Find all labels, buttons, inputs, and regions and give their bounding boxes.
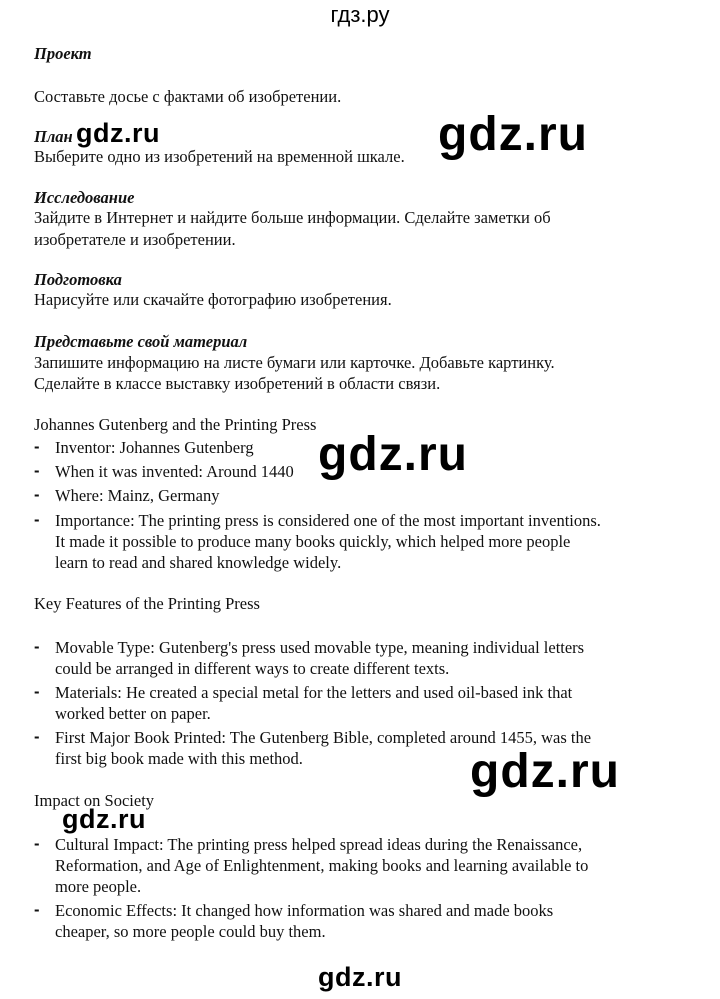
present-heading: Представьте свой материал <box>34 332 248 351</box>
list-item-text: cheaper, so more people could buy them. <box>55 922 326 941</box>
list-item-text: Cultural Impact: The printing press helped spread ideas during the Renaissance, <box>55 835 583 854</box>
watermark: gdz.ru <box>470 745 620 798</box>
preparation-heading: Подготовка <box>34 270 122 289</box>
list-item-text: Movable Type: Gutenberg's press used movable type, meaning individual letters <box>55 638 585 657</box>
watermark: gdz.ru <box>76 118 160 148</box>
project-heading: Проект <box>34 44 92 63</box>
preparation-text: Нарисуйте или скачайте фотографию изобретения. <box>34 290 392 309</box>
list-item-text: worked better on paper. <box>55 704 211 723</box>
plan-text: Выберите одно из изобретений на временной шкале. <box>34 147 405 166</box>
list-item-text: first big book made with this method. <box>55 749 303 768</box>
present-text-line-1: Запишите информацию на листе бумаги или карточке. Добавьте картинку. <box>34 353 555 372</box>
project-intro: Составьте досье с фактами об изобретении. <box>34 87 342 106</box>
list-item-text: Where: Mainz, Germany <box>55 486 220 505</box>
list-item-text: It made it possible to produce many books quickly, which helped more people <box>55 532 571 551</box>
impact-title: Impact on Society <box>34 791 155 810</box>
research-heading: Исследование <box>34 188 135 207</box>
present-text-line-2: Сделайте в классе выставку изобретений в области связи. <box>34 374 441 393</box>
bullet-marker: - <box>34 438 40 456</box>
list-item-text: Materials: He created a special metal for the letters and used oil-based ink that <box>55 683 573 702</box>
list-item-text: Reformation, and Age of Enlightenment, making books and learning available to <box>55 856 589 875</box>
watermark: gdz.ru <box>62 804 146 834</box>
list-item-text: First Major Book Printed: The Gutenberg Bible, completed around 1455, was the <box>55 728 592 747</box>
plan-heading: План <box>34 127 73 146</box>
bullet-marker: - <box>34 728 40 746</box>
answer-title: Johannes Gutenberg and the Printing Press <box>34 415 317 434</box>
list-item-text: learn to read and shared knowledge widely. <box>55 553 342 572</box>
list-item-text: could be arranged in different ways to create different texts. <box>55 659 450 678</box>
site-title: гдз.ру <box>330 2 390 27</box>
bullet-marker: - <box>34 901 40 919</box>
list-item-text: When it was invented: Around 1440 <box>55 462 294 481</box>
list-item-text: Inventor: Johannes Gutenberg <box>55 438 254 457</box>
bullet-marker: - <box>34 462 40 480</box>
research-text-line-2: изобретателе и изобретении. <box>34 230 236 249</box>
bullet-marker: - <box>34 638 40 656</box>
bullet-marker: - <box>34 683 40 701</box>
list-item-text: more people. <box>55 877 142 896</box>
watermark: gdz.ru <box>438 108 588 161</box>
list-item-text: Importance: The printing press is considered one of the most important inventions. <box>55 511 601 530</box>
footer-watermark: gdz.ru <box>318 962 402 992</box>
bullet-marker: - <box>34 835 40 853</box>
list-item-text: Economic Effects: It changed how information was shared and made books <box>55 901 554 920</box>
features-title: Key Features of the Printing Press <box>34 594 260 613</box>
bullet-marker: - <box>34 486 40 504</box>
watermark: gdz.ru <box>318 428 468 481</box>
bullet-marker: - <box>34 511 40 529</box>
research-text-line-1: Зайдите в Интернет и найдите больше информации. Сделайте заметки об <box>34 208 551 227</box>
